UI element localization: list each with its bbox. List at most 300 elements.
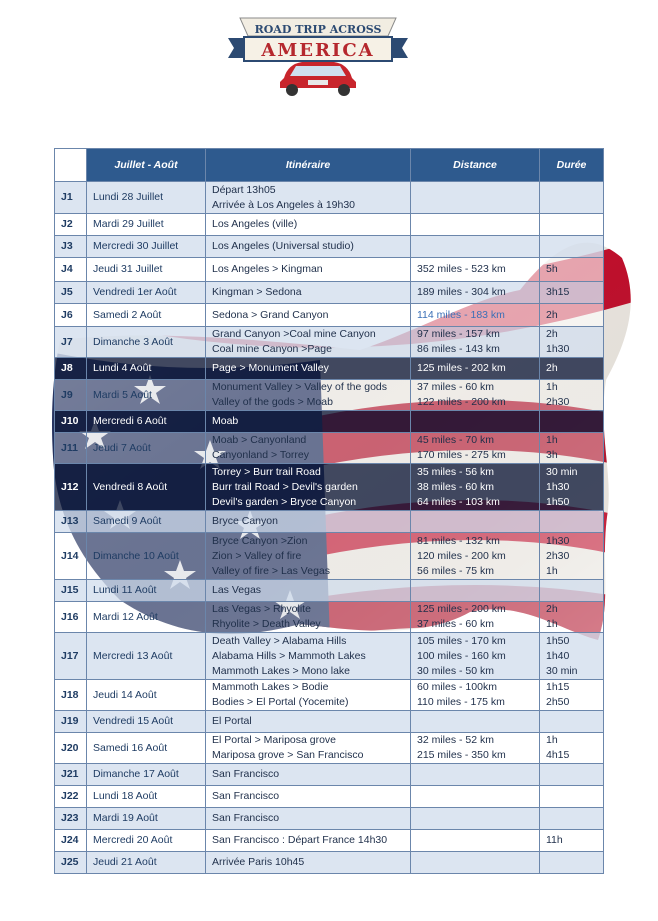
table-row <box>55 380 604 411</box>
date-cell <box>87 680 206 711</box>
logo-line1: ROAD TRIP ACROSS <box>254 23 382 36</box>
itinerary-cell-line: Zion > Valley of fire <box>212 549 302 562</box>
date-cell <box>87 580 206 602</box>
distance-cell-line: 114 miles - 183 km <box>417 308 505 321</box>
duration-cell <box>540 633 604 680</box>
date-cell-line: Mardi 5 Août <box>93 388 152 401</box>
duration-cell <box>540 852 604 874</box>
itinerary-cell <box>206 764 411 786</box>
day-cell <box>55 680 87 711</box>
date-cell-line: Mercredi 20 Août <box>93 834 173 846</box>
table-row <box>55 433 604 464</box>
date-cell-line: Jeudi 31 Juillet <box>93 263 163 275</box>
itinerary-cell <box>206 327 411 358</box>
day-cell-line: J25 <box>61 856 79 868</box>
itinerary-cell <box>206 830 411 852</box>
day-cell <box>55 327 87 358</box>
duration-cell-line: 2h <box>546 328 558 340</box>
distance-cell <box>411 380 540 411</box>
itinerary-cell <box>206 733 411 764</box>
duration-cell <box>540 808 604 830</box>
distance-cell-line: 125 miles - 200 km <box>417 603 506 615</box>
day-cell <box>55 711 87 733</box>
itinerary-cell <box>206 304 411 327</box>
distance-cell <box>411 411 540 433</box>
date-cell <box>87 327 206 358</box>
day-cell-line: J17 <box>61 649 79 662</box>
day-cell-line: J1 <box>61 191 73 203</box>
day-cell <box>55 786 87 808</box>
duration-cell <box>540 511 604 533</box>
distance-cell-line: 170 miles - 275 km <box>417 449 506 461</box>
date-cell-line: Lundi 11 Août <box>93 584 157 596</box>
itinerary-cell <box>206 358 411 380</box>
day-cell <box>55 282 87 304</box>
distance-cell-line: 110 miles - 175 km <box>417 696 505 708</box>
duration-cell-line: 1h30 <box>546 534 570 547</box>
itinerary-cell-line: Bryce Canyon <box>212 515 278 527</box>
itinerary-cell <box>206 411 411 433</box>
duration-cell-line: 4h15 <box>546 749 570 761</box>
itinerary-cell <box>206 808 411 830</box>
table-row <box>55 808 604 830</box>
duration-cell-line: 3h15 <box>546 286 570 298</box>
day-cell-line: J20 <box>61 741 79 754</box>
duration-cell <box>540 182 604 214</box>
itinerary-cell-line: Kingman > Sedona <box>212 286 302 298</box>
duration-cell <box>540 258 604 282</box>
day-cell <box>55 411 87 433</box>
date-cell <box>87 852 206 874</box>
distance-cell <box>411 236 540 258</box>
distance-cell-line: 56 miles - 75 km <box>417 564 495 577</box>
date-cell <box>87 808 206 830</box>
distance-cell <box>411 511 540 533</box>
table-row <box>55 182 604 214</box>
itinerary-cell-line: El Portal <box>212 715 252 727</box>
day-cell <box>55 633 87 680</box>
date-cell <box>87 764 206 786</box>
duration-cell <box>540 464 604 511</box>
day-cell-line: J14 <box>61 549 79 562</box>
date-cell-line: Mercredi 6 Août <box>93 415 167 427</box>
day-cell-line: J13 <box>61 515 79 527</box>
duration-cell <box>540 358 604 380</box>
table-row <box>55 327 604 358</box>
itinerary-cell <box>206 258 411 282</box>
distance-cell-line: 86 miles - 143 km <box>417 343 500 355</box>
date-cell <box>87 602 206 633</box>
date-cell-line: Jeudi 14 Août <box>93 688 157 701</box>
date-cell-line: Dimanche 10 Août <box>93 549 179 562</box>
duration-cell <box>540 433 604 464</box>
duration-cell-line: 1h <box>546 381 558 393</box>
day-cell <box>55 533 87 580</box>
duration-cell-line: 1h <box>546 618 558 630</box>
distance-cell <box>411 764 540 786</box>
itinerary-cell-line: Mariposa grove > San Francisco <box>212 749 364 761</box>
table-header-row <box>55 149 604 182</box>
itinerary-cell-line: Canyonland > Torrey <box>212 449 309 461</box>
date-cell-line: Mardi 19 Août <box>93 812 158 824</box>
itinerary-cell <box>206 282 411 304</box>
date-cell <box>87 236 206 258</box>
table-row <box>55 602 604 633</box>
date-cell-line: Dimanche 3 Août <box>93 335 173 348</box>
distance-cell <box>411 214 540 236</box>
itinerary-cell <box>206 680 411 711</box>
day-cell-line: J18 <box>61 688 79 701</box>
distance-cell <box>411 282 540 304</box>
distance-cell-line: 122 miles - 200 km <box>417 396 506 408</box>
day-cell-line: J21 <box>61 768 79 780</box>
date-cell <box>87 464 206 511</box>
distance-cell <box>411 633 540 680</box>
table-row <box>55 533 604 580</box>
date-cell <box>87 282 206 304</box>
day-cell <box>55 258 87 282</box>
table-row <box>55 830 604 852</box>
day-cell-line: J23 <box>61 812 79 824</box>
date-cell-line: Mardi 29 Juillet <box>93 218 164 230</box>
distance-cell <box>411 304 540 327</box>
itinerary-cell-line: Coal mine Canyon >Page <box>212 343 332 355</box>
distance-cell <box>411 464 540 511</box>
itinerary-cell-line: Los Angeles (Universal studio) <box>212 240 354 252</box>
distance-cell-line: 35 miles - 56 km <box>417 465 495 478</box>
itinerary-cell-line: Bodies > El Portal (Yocemite) <box>212 696 349 708</box>
duration-cell-line: 2h <box>546 362 558 374</box>
table-row <box>55 680 604 711</box>
itinerary-cell-line: Los Angeles > Kingman <box>212 263 323 275</box>
date-cell-line: Lundi 18 Août <box>93 790 158 802</box>
distance-cell-line: 30 miles - 50 km <box>417 664 495 677</box>
day-cell-line: J12 <box>61 480 79 493</box>
itinerary-cell-line: Grand Canyon >Coal mine Canyon <box>212 328 376 340</box>
distance-cell <box>411 327 540 358</box>
itinerary-table <box>54 148 604 874</box>
itinerary-cell-line: Mammoth Lakes > Mono lake <box>212 664 351 677</box>
distance-cell-line: 125 miles - 202 km <box>417 362 506 374</box>
distance-cell <box>411 733 540 764</box>
date-cell <box>87 830 206 852</box>
date-cell-line: Jeudi 21 Août <box>93 856 157 868</box>
itinerary-cell <box>206 580 411 602</box>
day-cell <box>55 304 87 327</box>
distance-cell-line: 215 miles - 350 km <box>417 749 506 761</box>
itinerary-cell-line: Arrivée à Los Angeles à 19h30 <box>212 198 356 211</box>
itinerary-cell-line: San Francisco <box>212 768 280 780</box>
distance-cell-line: 64 miles - 103 km <box>417 495 500 508</box>
table-row <box>55 580 604 602</box>
itinerary-cell-line: Torrey > Burr trail Road <box>212 465 321 478</box>
date-cell-line: Mardi 12 Août <box>93 610 158 623</box>
table-row <box>55 258 604 282</box>
distance-cell <box>411 830 540 852</box>
distance-cell <box>411 433 540 464</box>
table-row <box>55 711 604 733</box>
duration-cell <box>540 236 604 258</box>
itinerary-cell-line: El Portal > Mariposa grove <box>212 734 337 746</box>
distance-cell-line: 81 miles - 132 km <box>417 534 500 547</box>
duration-cell-line: 11h <box>546 834 563 846</box>
date-cell <box>87 258 206 282</box>
itinerary-cell-line: Rhyolite > Death Valley <box>212 618 321 630</box>
itinerary-cell-line: Alabama Hills > Mammoth Lakes <box>212 649 366 662</box>
itinerary-cell-line: Monument Valley > Valley of the gods <box>212 381 388 393</box>
itinerary-cell <box>206 852 411 874</box>
day-cell <box>55 733 87 764</box>
table-row <box>55 786 604 808</box>
date-cell <box>87 358 206 380</box>
itinerary-cell-line: Devil's garden > Bryce Canyon <box>212 495 357 508</box>
table-row <box>55 764 604 786</box>
duration-cell-line: 3h <box>546 449 558 461</box>
distance-cell <box>411 602 540 633</box>
day-cell-line: J22 <box>61 790 79 802</box>
date-cell <box>87 433 206 464</box>
date-cell <box>87 711 206 733</box>
header-itinerary: Itinéraire <box>206 149 411 182</box>
itinerary-cell <box>206 786 411 808</box>
distance-cell <box>411 711 540 733</box>
date-cell-line: Mercredi 13 Août <box>93 649 173 662</box>
duration-cell-line: 1h15 <box>546 681 570 693</box>
header-distance: Distance <box>411 149 540 182</box>
itinerary-cell-line: Moab > Canyonland <box>212 434 307 446</box>
distance-cell-line: 45 miles - 70 km <box>417 434 495 446</box>
table-row <box>55 464 604 511</box>
day-cell-line: J4 <box>61 263 73 275</box>
day-cell <box>55 182 87 214</box>
table-row <box>55 852 604 874</box>
day-cell-line: J3 <box>61 240 73 252</box>
itinerary-cell-line: Valley of the gods > Moab <box>212 396 333 408</box>
date-cell <box>87 533 206 580</box>
distance-cell <box>411 580 540 602</box>
duration-cell-line: 2h <box>546 308 558 321</box>
duration-cell-line: 2h30 <box>546 549 570 562</box>
itinerary-cell <box>206 182 411 214</box>
itinerary-cell-line: Las Vegas <box>212 584 262 596</box>
itinerary-cell-line: Bryce Canyon >Zion <box>212 534 308 547</box>
date-cell <box>87 733 206 764</box>
day-cell <box>55 580 87 602</box>
itinerary-cell <box>206 236 411 258</box>
day-cell-line: J24 <box>61 834 79 846</box>
car-icon <box>280 62 356 96</box>
date-cell-line: Lundi 28 Juillet <box>93 191 164 203</box>
duration-cell-line: 30 min <box>546 465 578 478</box>
date-cell-line: Samedi 2 Août <box>93 308 162 321</box>
duration-cell-line: 1h50 <box>546 634 570 647</box>
day-cell-line: J7 <box>61 335 73 348</box>
date-cell <box>87 786 206 808</box>
duration-cell-line: 1h30 <box>546 343 570 355</box>
duration-cell-line: 2h50 <box>546 696 570 708</box>
day-cell <box>55 380 87 411</box>
itinerary-cell <box>206 433 411 464</box>
distance-cell <box>411 533 540 580</box>
distance-cell <box>411 808 540 830</box>
day-cell <box>55 830 87 852</box>
date-cell-line: Vendredi 8 Août <box>93 480 168 493</box>
distance-cell <box>411 358 540 380</box>
distance-cell-line: 100 miles - 160 km <box>417 649 506 662</box>
duration-cell <box>540 602 604 633</box>
distance-cell-line: 120 miles - 200 km <box>417 549 506 562</box>
itinerary-cell-line: Moab <box>212 415 239 427</box>
day-cell-line: J10 <box>61 415 79 427</box>
duration-cell <box>540 830 604 852</box>
itinerary-cell-line: Sedona > Grand Canyon <box>212 308 329 321</box>
itinerary-cell <box>206 602 411 633</box>
duration-cell <box>540 711 604 733</box>
distance-cell-line: 37 miles - 60 km <box>417 381 495 393</box>
day-cell <box>55 852 87 874</box>
itinerary-cell-line: Los Angeles (ville) <box>212 218 298 230</box>
itinerary-cell-line: Arrivée Paris 10h45 <box>212 856 305 868</box>
date-cell <box>87 214 206 236</box>
itinerary-cell <box>206 711 411 733</box>
date-cell-line: Dimanche 17 Août <box>93 768 179 780</box>
table-row <box>55 214 604 236</box>
distance-cell <box>411 182 540 214</box>
distance-cell-line: 60 miles - 100km <box>417 681 497 693</box>
itinerary-cell-line: San Francisco : Départ France 14h30 <box>212 834 388 846</box>
day-cell <box>55 808 87 830</box>
date-cell-line: Vendredi 15 Août <box>93 715 173 727</box>
distance-cell <box>411 852 540 874</box>
date-cell-line: Samedi 9 Août <box>93 515 162 527</box>
header-dates: Juillet - Août <box>87 149 206 182</box>
itinerary-cell <box>206 511 411 533</box>
duration-cell-line: 1h <box>546 434 558 446</box>
date-cell-line: Vendredi 1er Août <box>93 286 177 298</box>
date-cell <box>87 380 206 411</box>
date-cell <box>87 304 206 327</box>
duration-cell-line: 1h50 <box>546 495 570 508</box>
itinerary-cell-line: Burr trail Road > Devil's garden <box>212 480 358 493</box>
duration-cell-line: 1h <box>546 564 558 577</box>
table-row <box>55 236 604 258</box>
duration-cell <box>540 282 604 304</box>
itinerary-cell <box>206 633 411 680</box>
duration-cell <box>540 786 604 808</box>
duration-cell <box>540 680 604 711</box>
distance-cell <box>411 786 540 808</box>
date-cell-line: Jeudi 7 Août <box>93 441 151 454</box>
day-cell-line: J11 <box>61 441 78 454</box>
distance-cell-line: 105 miles - 170 km <box>417 634 506 647</box>
date-cell <box>87 182 206 214</box>
duration-cell-line: 2h30 <box>546 396 570 408</box>
duration-cell <box>540 304 604 327</box>
day-cell-line: J15 <box>61 584 79 596</box>
distance-cell <box>411 680 540 711</box>
duration-cell-line: 5h <box>546 263 558 275</box>
table-row <box>55 733 604 764</box>
duration-cell-line: 1h40 <box>546 649 570 662</box>
table-row <box>55 511 604 533</box>
date-cell-line: Lundi 4 Août <box>93 362 152 374</box>
itinerary-cell-line: Page > Monument Valley <box>212 362 329 374</box>
distance-cell-line: 352 miles - 523 km <box>417 263 506 275</box>
day-cell <box>55 511 87 533</box>
itinerary-cell-line: San Francisco <box>212 812 280 824</box>
itinerary-cell-line: Las Vegas > Rhyolite <box>212 603 311 615</box>
day-cell <box>55 602 87 633</box>
itinerary-cell <box>206 464 411 511</box>
distance-cell-line: 37 miles - 60 km <box>417 618 495 630</box>
road-trip-logo <box>222 8 414 98</box>
distance-cell-line: 97 miles - 157 km <box>417 328 500 340</box>
day-cell-line: J2 <box>61 218 73 230</box>
itinerary-cell-line: Death Valley > Alabama Hills <box>212 634 347 647</box>
itinerary-cell <box>206 533 411 580</box>
distance-cell-line: 189 miles - 304 km <box>417 286 506 298</box>
itinerary-cell-line: Valley of fire > Las Vegas <box>212 564 331 577</box>
header-duration: Durée <box>540 149 604 182</box>
distance-cell-line: 38 miles - 60 km <box>417 480 495 493</box>
table-row <box>55 304 604 327</box>
duration-cell-line: 1h <box>546 734 558 746</box>
day-cell-line: J6 <box>61 308 73 321</box>
duration-cell <box>540 533 604 580</box>
duration-cell <box>540 380 604 411</box>
itinerary-cell-line: San Francisco <box>212 790 280 802</box>
date-cell <box>87 511 206 533</box>
table-row <box>55 633 604 680</box>
distance-cell-line: 32 miles - 52 km <box>417 734 495 746</box>
duration-cell <box>540 764 604 786</box>
itinerary-cell <box>206 380 411 411</box>
header-corner <box>55 149 87 182</box>
day-cell-line: J19 <box>61 715 79 727</box>
date-cell-line: Mercredi 30 Juillet <box>93 240 179 252</box>
day-cell <box>55 358 87 380</box>
day-cell-line: J9 <box>61 388 73 401</box>
duration-cell <box>540 411 604 433</box>
day-cell <box>55 236 87 258</box>
logo-line2: AMERICA <box>261 40 375 61</box>
day-cell <box>55 764 87 786</box>
table-row <box>55 358 604 380</box>
duration-cell <box>540 580 604 602</box>
day-cell <box>55 433 87 464</box>
duration-cell-line: 30 min <box>546 664 578 677</box>
itinerary-cell <box>206 214 411 236</box>
table-row <box>55 282 604 304</box>
itinerary-cell-line: Départ 13h05 <box>212 183 276 196</box>
duration-cell <box>540 214 604 236</box>
day-cell <box>55 214 87 236</box>
duration-cell <box>540 327 604 358</box>
duration-cell <box>540 733 604 764</box>
itinerary-cell-line: Mammoth Lakes > Bodie <box>212 681 329 693</box>
day-cell-line: J16 <box>61 610 79 623</box>
date-cell <box>87 411 206 433</box>
date-cell <box>87 633 206 680</box>
duration-cell-line: 2h <box>546 603 558 615</box>
day-cell-line: J8 <box>61 362 73 374</box>
day-cell-line: J5 <box>61 286 73 298</box>
table-row <box>55 411 604 433</box>
date-cell-line: Samedi 16 Août <box>93 741 168 754</box>
distance-cell <box>411 258 540 282</box>
day-cell <box>55 464 87 511</box>
duration-cell-line: 1h30 <box>546 480 570 493</box>
